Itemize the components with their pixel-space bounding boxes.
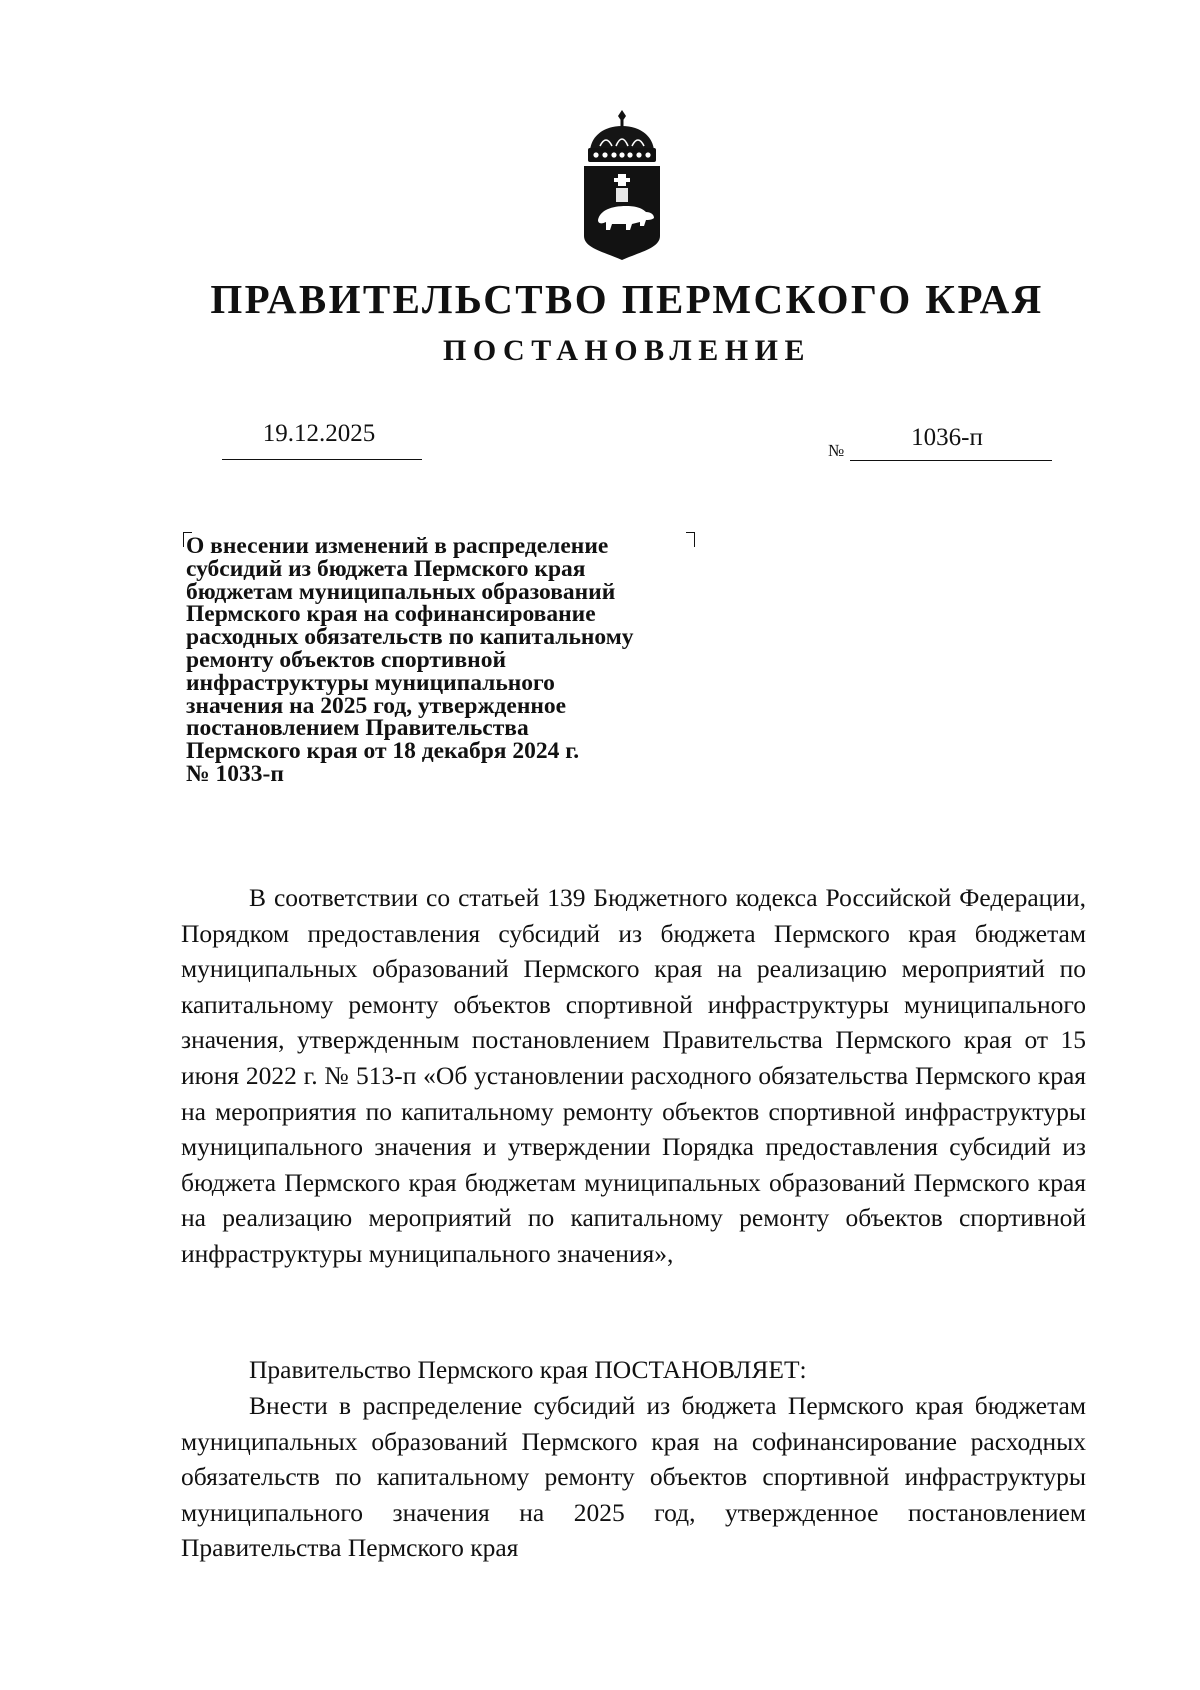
subject-line: бюджетам муниципальных образований <box>186 578 616 605</box>
perm-krai-coat-of-arms-icon <box>578 108 666 260</box>
subject-line: инфраструктуры муниципального <box>186 669 555 696</box>
government-title: ПРАВИТЕЛЬСТВО ПЕРМСКОГО КРАЯ <box>210 276 1044 322</box>
subject-line: значения на 2025 год, утвержденное <box>186 692 567 719</box>
decree-number: 1036-п <box>911 424 983 451</box>
subject-line: № 1033-п <box>186 760 284 787</box>
subject-line: расходных обязательств по капитальному <box>186 624 634 651</box>
document-type: ПОСТАНОВЛЕНИЕ <box>443 334 811 367</box>
number-underline <box>850 460 1052 461</box>
resolution-paragraph: Правительство Пермского края ПОСТАНОВЛЯЕТ: <box>249 1355 807 1384</box>
subject-line: ремонту объектов спортивной <box>186 646 506 673</box>
subject-line: Пермского края на софинансирование <box>186 601 596 628</box>
subject-line: постановлением Правительства <box>186 715 529 742</box>
number-sign: № <box>828 441 845 460</box>
subject-line: Пермского края от 18 декабря 2024 г. <box>186 738 580 765</box>
decree-subject <box>186 535 746 786</box>
decree-date: 19.12.2025 <box>262 420 376 447</box>
date-underline <box>222 459 422 460</box>
amendment-paragraph: Внести в распределение субсидий из бюджета Пермского края бюджетам муниципальных образований Пермского края на софинансирование расходных обязательств по капитальному ремонту объектов спортивной инфраструктуры муниципального значения на 2025 год, утвержденное постановлением Правительства Пермского края <box>181 1391 1086 1563</box>
subject-line: О внесении изменений в распределение <box>186 533 609 559</box>
subject-line: субсидий из бюджета Пермского края <box>186 555 586 582</box>
preamble-paragraph: В соответствии со статьей 139 Бюджетного кодекса Российской Федерации, Порядком предоставления субсидий из бюджета Пермского края бюджетам муниципальных образований Пермского края на реализацию мероприятий по капитальному ремонту объектов спортивной инфраструктуры муниципального значения, утвержденным постановлением Правительства Пермского края от 15 июня 2022 г. № 513-п «Об установлении расходного обязательства Пермского края на мероприятия по капитальному ремонту объектов спортивной инфраструктуры муниципального значения и утверждении Порядка предоставления субсидий из бюджета Пермского края бюджетам муниципальных образований Пермского края на реализацию мероприятий по капитальному ремонту объектов спортивной инфраструктуры муниципального значения», <box>181 883 1086 1268</box>
